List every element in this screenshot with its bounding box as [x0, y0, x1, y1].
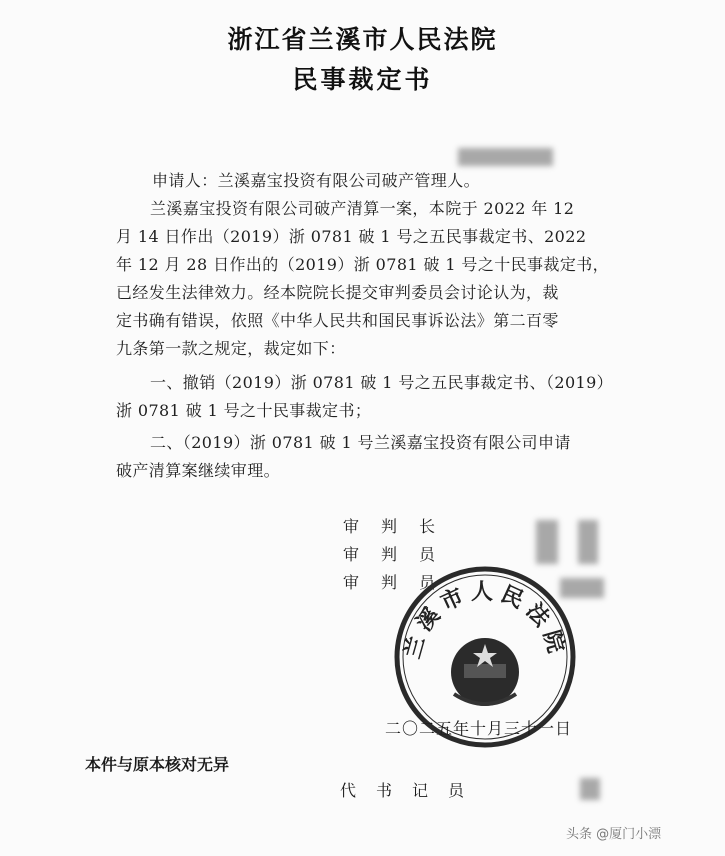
ruling-item-2-cont: 破产清算案继续审理。: [116, 461, 281, 480]
redacted-clerk-name: [580, 778, 600, 800]
judge-role-chief: 审判长: [343, 517, 458, 536]
applicant-line: 申请人：兰溪嘉宝投资有限公司破产管理人。: [152, 171, 481, 190]
body-line: 兰溪嘉宝投资有限公司破产清算一案，本院于 2022 年 12: [150, 199, 575, 218]
watermark: 头条 @厦门小漂: [566, 827, 662, 842]
verified-note: 本件与原本核对无异: [85, 755, 230, 774]
judge-role-member: 审判员: [343, 545, 458, 564]
body-line: 已经发生法律效力。经本院院长提交审判委员会讨论认为，裁: [116, 283, 559, 302]
redacted-judge-name: [578, 520, 598, 564]
court-name: 浙江省兰溪市人民法院: [227, 25, 498, 54]
seal-text: 兰溪市人民法院: [400, 580, 570, 662]
body-line: 年 12 月 28 日作出的（2019）浙 0781 破 1 号之十民事裁定书，: [116, 255, 610, 274]
judge-role-member: 审判员: [343, 573, 458, 592]
ruling-item-1-cont: 浙 0781 破 1 号之十民事裁定书；: [116, 401, 372, 420]
redacted-case-number: [458, 148, 553, 166]
body-line: 定书确有错误，依照《中华人民共和国民事诉讼法》第二百零: [116, 311, 559, 330]
body-line: 九条第一款之规定，裁定如下：: [116, 339, 346, 358]
document-type: 民事裁定书: [292, 65, 433, 94]
ruling-item-1: 一、撤销（2019）浙 0781 破 1 号之五民事裁定书、（2019）: [150, 373, 614, 392]
clerk-role: 代书记员: [340, 781, 485, 800]
issue-date: 二〇二五年十月三十一日: [385, 719, 573, 738]
ruling-item-2: 二、（2019）浙 0781 破 1 号兰溪嘉宝投资有限公司申请: [150, 433, 571, 452]
body-line: 月 14 日作出（2019）浙 0781 破 1 号之五民事裁定书、2022: [116, 227, 587, 246]
redacted-judge-name: [536, 520, 558, 564]
